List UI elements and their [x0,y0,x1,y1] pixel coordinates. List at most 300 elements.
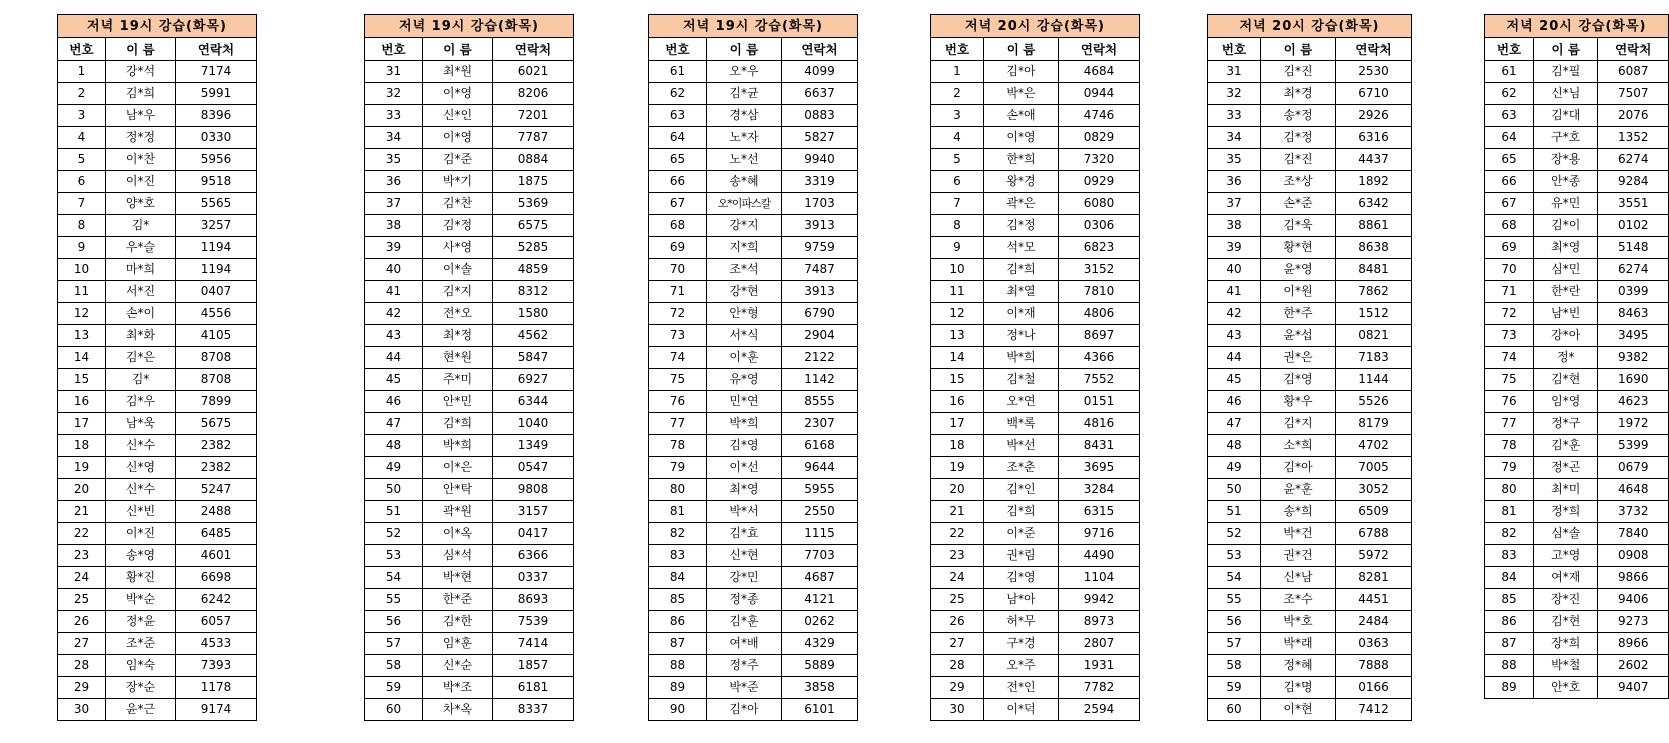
contact-digits: 3551 [1598,193,1669,215]
contact-digits: 2307 [782,413,858,435]
row-number: 44 [365,347,423,369]
contact-digits: 1144 [1336,369,1412,391]
header-name: 이 름 [1261,38,1336,61]
member-name: 여*배 [707,633,782,655]
member-name: 임*숙 [106,655,176,677]
roster-table-6 [1484,14,1669,699]
header-number: 번호 [1208,38,1261,61]
row-number: 76 [649,391,707,413]
member-name: 조*준 [106,633,176,655]
member-name: 김*희 [984,501,1059,523]
contact-digits: 5247 [176,479,257,501]
roster-table-body [365,15,574,721]
member-name: 이*재 [984,303,1059,325]
table-row [649,83,858,105]
row-number: 80 [1485,479,1534,501]
table-row [931,369,1140,391]
table-row [365,677,574,699]
member-name: 구*경 [984,633,1059,655]
row-number: 33 [365,105,423,127]
row-number: 60 [365,699,423,721]
row-number: 33 [1208,105,1261,127]
member-name: 김*한 [423,611,493,633]
table-row [931,215,1140,237]
contact-digits: 2594 [1059,699,1140,721]
table-row [1485,369,1669,391]
member-name: 민*연 [707,391,782,413]
row-number: 48 [1208,435,1261,457]
table-row [931,391,1140,413]
member-name: 서*진 [106,281,176,303]
table-row [365,391,574,413]
member-name: 김*영 [984,567,1059,589]
member-name: 박*희 [984,347,1059,369]
table-row [1485,127,1669,149]
contact-digits: 6485 [176,523,257,545]
contact-digits: 1875 [493,171,574,193]
row-number: 88 [649,655,707,677]
row-number: 38 [365,215,423,237]
table-row [1208,127,1412,149]
contact-digits: 9866 [1598,567,1669,589]
member-name: 남*빈 [1534,303,1598,325]
row-number: 51 [1208,501,1261,523]
row-number: 78 [1485,435,1534,457]
row-number: 80 [649,479,707,501]
row-number: 73 [649,325,707,347]
table-row [1208,215,1412,237]
contact-digits: 8973 [1059,611,1140,633]
row-number: 86 [1485,611,1534,633]
table-row [58,523,257,545]
row-number: 16 [931,391,984,413]
member-name: 한*준 [423,589,493,611]
row-number: 36 [365,171,423,193]
table-row [365,633,574,655]
table-title: 저녁 19시 강습(화목) [365,15,574,38]
row-number: 87 [649,633,707,655]
contact-digits: 9644 [782,457,858,479]
member-name: 장*용 [1534,149,1598,171]
contact-digits: 4366 [1059,347,1140,369]
member-name: 신*수 [106,435,176,457]
roster-table-3 [648,14,858,721]
table-row [1485,149,1669,171]
table-row [649,391,858,413]
row-number: 56 [365,611,423,633]
contact-digits: 4859 [493,259,574,281]
contact-digits: 6344 [493,391,574,413]
row-number: 26 [931,611,984,633]
row-number: 27 [931,633,984,655]
member-name: 장*순 [106,677,176,699]
table-row [1485,457,1669,479]
table-row [649,171,858,193]
member-name: 우*슬 [106,237,176,259]
contact-digits: 1892 [1336,171,1412,193]
table-row [1208,281,1412,303]
row-number: 39 [365,237,423,259]
member-name: 황*현 [1261,237,1336,259]
contact-digits: 9284 [1598,171,1669,193]
table-row [1485,281,1669,303]
table-title-row [1485,15,1669,38]
contact-digits: 0929 [1059,171,1140,193]
contact-digits: 0337 [493,567,574,589]
row-number: 5 [931,149,984,171]
table-row [1208,479,1412,501]
contact-digits: 6637 [782,83,858,105]
contact-digits: 6710 [1336,83,1412,105]
member-name: 강*지 [707,215,782,237]
row-number: 37 [1208,193,1261,215]
contact-digits: 0547 [493,457,574,479]
contact-digits: 3495 [1598,325,1669,347]
member-name: 박*기 [423,171,493,193]
row-number: 32 [365,83,423,105]
table-row [649,457,858,479]
header-contact: 연락처 [1336,38,1412,61]
member-name: 손*이 [106,303,176,325]
contact-digits: 1040 [493,413,574,435]
member-name: 곽*원 [423,501,493,523]
table-row [1208,61,1412,83]
member-name: 전*인 [984,677,1059,699]
member-name: 한*란 [1534,281,1598,303]
member-name: 이*솔 [423,259,493,281]
contact-digits: 0166 [1336,677,1412,699]
row-number: 72 [649,303,707,325]
member-name: 김*진 [1261,149,1336,171]
table-row [931,545,1140,567]
contact-digits: 7320 [1059,149,1140,171]
member-name: 장*희 [1534,633,1598,655]
contact-digits: 2602 [1598,655,1669,677]
table-row [365,237,574,259]
member-name: 김*정 [1261,127,1336,149]
table-row [1208,413,1412,435]
header-number: 번호 [58,38,106,61]
table-row [58,545,257,567]
member-name: 김*진 [1261,61,1336,83]
table-title: 저녁 20시 강습(화목) [1208,15,1412,38]
contact-digits: 2550 [782,501,858,523]
table-row [365,325,574,347]
table-row [1208,105,1412,127]
member-name: 안*형 [707,303,782,325]
table-row [58,149,257,171]
row-number: 42 [1208,303,1261,325]
member-name: 박*서 [707,501,782,523]
contact-digits: 3052 [1336,479,1412,501]
contact-digits: 1349 [493,435,574,457]
contact-digits: 2382 [176,435,257,457]
row-number: 21 [931,501,984,523]
table-row [649,215,858,237]
contact-digits: 6168 [782,435,858,457]
table-row [1485,83,1669,105]
table-row [649,281,858,303]
row-number: 29 [931,677,984,699]
contact-digits: 1972 [1598,413,1669,435]
member-name: 신*빈 [106,501,176,523]
table-row [365,215,574,237]
contact-digits: 9942 [1059,589,1140,611]
row-number: 26 [58,611,106,633]
member-name: 박*은 [984,83,1059,105]
member-name: 김*지 [423,281,493,303]
contact-digits: 8555 [782,391,858,413]
table-row [365,589,574,611]
contact-digits: 4601 [176,545,257,567]
row-number: 23 [931,545,984,567]
table-row [1208,391,1412,413]
member-name: 김*찬 [423,193,493,215]
row-number: 41 [1208,281,1261,303]
member-name: 신*현 [707,545,782,567]
row-number: 70 [1485,259,1534,281]
member-name: 정*나 [984,325,1059,347]
member-name: 윤*근 [106,699,176,721]
row-number: 83 [1485,545,1534,567]
table-row [649,127,858,149]
row-number: 66 [649,171,707,193]
contact-digits: 4099 [782,61,858,83]
table-row [58,237,257,259]
contact-digits: 6274 [1598,149,1669,171]
table-row [931,699,1140,721]
contact-digits: 6366 [493,545,574,567]
contact-digits: 1703 [782,193,858,215]
member-name: 손*준 [1261,193,1336,215]
contact-digits: 3152 [1059,259,1140,281]
member-name: 양*호 [106,193,176,215]
row-number: 4 [931,127,984,149]
table-row [58,61,257,83]
row-number: 24 [931,567,984,589]
row-number: 71 [649,281,707,303]
contact-digits: 7862 [1336,281,1412,303]
table-row [1485,413,1669,435]
contact-digits: 5369 [493,193,574,215]
contact-digits: 0821 [1336,325,1412,347]
member-name: 안*민 [423,391,493,413]
member-name: 최*원 [423,61,493,83]
member-name: 권*림 [984,545,1059,567]
member-name: 이*찬 [106,149,176,171]
contact-digits: 6021 [493,61,574,83]
row-number: 44 [1208,347,1261,369]
table-row [1208,501,1412,523]
row-number: 77 [1485,413,1534,435]
contact-digits: 8463 [1598,303,1669,325]
member-name: 최*영 [707,479,782,501]
member-name: 남*아 [984,589,1059,611]
contact-digits: 0102 [1598,215,1669,237]
table-row [1208,457,1412,479]
row-number: 25 [58,589,106,611]
member-name: 송*영 [106,545,176,567]
table-row [931,633,1140,655]
table-row [1485,347,1669,369]
table-title-row [1208,15,1412,38]
table-row [649,677,858,699]
table-row [365,347,574,369]
table-row [1208,237,1412,259]
table-row [365,413,574,435]
table-row [58,325,257,347]
row-number: 64 [649,127,707,149]
member-name: 김*욱 [1261,215,1336,237]
table-row [58,567,257,589]
row-number: 48 [365,435,423,457]
row-number: 11 [931,281,984,303]
table-row [649,259,858,281]
contact-digits: 2530 [1336,61,1412,83]
row-number: 74 [649,347,707,369]
table-row [58,435,257,457]
row-number: 6 [58,171,106,193]
contact-digits: 6575 [493,215,574,237]
table-row [1485,215,1669,237]
contact-digits: 1194 [176,259,257,281]
table-title: 저녁 19시 강습(화목) [58,15,257,38]
table-row [1485,435,1669,457]
member-name: 김*이 [1534,215,1598,237]
contact-digits: 0417 [493,523,574,545]
roster-table-body [649,15,858,721]
member-name: 윤*섭 [1261,325,1336,347]
member-name: 안*종 [1534,171,1598,193]
row-number: 7 [931,193,984,215]
row-number: 10 [58,259,106,281]
table-row [649,479,858,501]
contact-digits: 3732 [1598,501,1669,523]
contact-digits: 8481 [1336,259,1412,281]
table-row [365,611,574,633]
table-row [365,523,574,545]
member-name: 김*정 [423,215,493,237]
contact-digits: 9518 [176,171,257,193]
row-number: 67 [649,193,707,215]
roster-table-body [931,15,1140,721]
table-row [931,347,1140,369]
row-number: 81 [649,501,707,523]
contact-digits: 6274 [1598,259,1669,281]
contact-digits: 3695 [1059,457,1140,479]
roster-table-4 [930,14,1140,721]
table-row [365,193,574,215]
row-number: 35 [365,149,423,171]
member-name: 구*호 [1534,127,1598,149]
table-row [931,149,1140,171]
contact-digits: 4121 [782,589,858,611]
member-name: 이*원 [1261,281,1336,303]
table-row [649,611,858,633]
row-number: 62 [649,83,707,105]
row-number: 40 [365,259,423,281]
contact-digits: 4648 [1598,479,1669,501]
table-row [1208,369,1412,391]
table-title-row [365,15,574,38]
table-row [58,127,257,149]
contact-digits: 5847 [493,347,574,369]
member-name: 소*희 [1261,435,1336,457]
contact-digits: 0306 [1059,215,1140,237]
contact-digits: 9273 [1598,611,1669,633]
member-name: 장*진 [1534,589,1598,611]
table-row [1208,633,1412,655]
row-number: 6 [931,171,984,193]
member-name: 왕*경 [984,171,1059,193]
contact-digits: 6087 [1598,61,1669,83]
contact-digits: 4702 [1336,435,1412,457]
contact-digits: 7183 [1336,347,1412,369]
row-number: 84 [649,567,707,589]
row-number: 43 [365,325,423,347]
contact-digits: 2488 [176,501,257,523]
row-number: 79 [649,457,707,479]
row-number: 12 [931,303,984,325]
row-number: 28 [931,655,984,677]
contact-digits: 4687 [782,567,858,589]
member-name: 김*현 [1534,369,1598,391]
header-number: 번호 [365,38,423,61]
row-number: 45 [365,369,423,391]
row-number: 54 [365,567,423,589]
table-row [365,303,574,325]
table-row [931,457,1140,479]
table-row [1208,611,1412,633]
member-name: 강*아 [1534,325,1598,347]
member-name: 정*종 [707,589,782,611]
header-name: 이 름 [106,38,176,61]
contact-digits: 6509 [1336,501,1412,523]
member-name: 이*훈 [707,347,782,369]
contact-digits: 5827 [782,127,858,149]
contact-digits: 2904 [782,325,858,347]
row-number: 62 [1485,83,1534,105]
member-name: 강*민 [707,567,782,589]
table-header-row [649,38,858,61]
row-number: 61 [649,61,707,83]
member-name: 김*현 [1534,611,1598,633]
table-row [1208,193,1412,215]
row-number: 22 [58,523,106,545]
contact-digits: 8693 [493,589,574,611]
header-number: 번호 [931,38,984,61]
member-name: 신*영 [106,457,176,479]
row-number: 68 [649,215,707,237]
row-number: 18 [931,435,984,457]
table-title: 저녁 20시 강습(화목) [1485,15,1669,38]
row-number: 13 [931,325,984,347]
row-number: 84 [1485,567,1534,589]
member-name: 김*필 [1534,61,1598,83]
table-row [365,281,574,303]
row-number: 30 [58,699,106,721]
table-row [649,325,858,347]
table-row [649,303,858,325]
row-number: 67 [1485,193,1534,215]
contact-digits: 6316 [1336,127,1412,149]
member-name: 박*호 [1261,611,1336,633]
table-row [649,369,858,391]
contact-digits: 5956 [176,149,257,171]
member-name: 현*원 [423,347,493,369]
row-number: 69 [1485,237,1534,259]
row-number: 15 [58,369,106,391]
